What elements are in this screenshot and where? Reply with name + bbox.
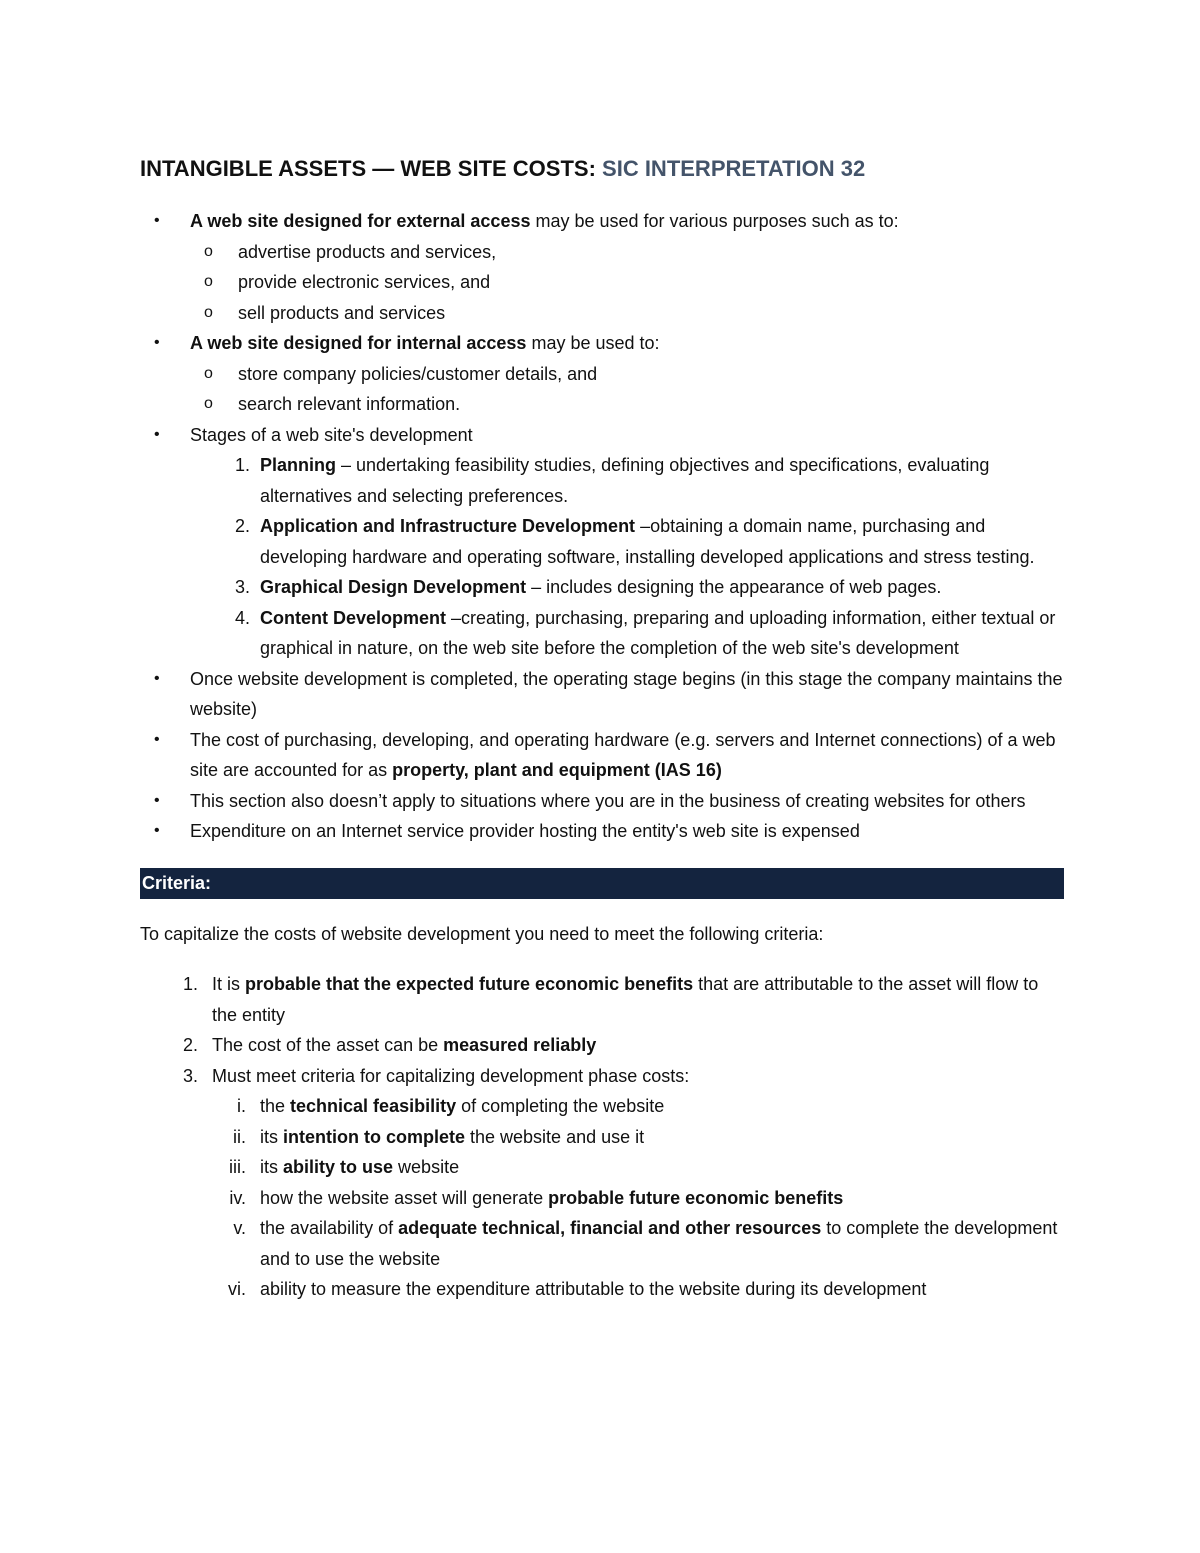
- sub-item-text: provide electronic services, and: [238, 272, 491, 292]
- bullet-text: The cost of purchasing, developing, and operating hardware (e.g. servers and Internet connections) of a web site are accounted for as: [190, 729, 1056, 780]
- criteria-number: 3.: [182, 1065, 198, 1086]
- bullet-marker: •: [154, 212, 160, 229]
- stage-item: [140, 511, 1064, 572]
- criteria-pre: It is: [212, 974, 246, 994]
- criteria-sub-item: [140, 1152, 1064, 1183]
- stage-title: Content Development: [260, 607, 447, 628]
- sub-bullet-marker: o: [204, 303, 213, 321]
- criteria-bold: probable that the expected future economic benefits: [245, 974, 694, 994]
- criteria-bold: measured reliably: [443, 1035, 597, 1055]
- stage-number: 4.: [234, 607, 250, 628]
- sub-item: [140, 237, 1064, 268]
- stage-title: Graphical Design Development: [260, 577, 527, 597]
- stage-title: Application and Infrastructure Development: [260, 516, 636, 536]
- bullet-text: may be used for various purposes such as to:: [530, 211, 899, 231]
- sub-item-text: search relevant information.: [238, 394, 461, 414]
- sub-pre: its: [260, 1126, 284, 1147]
- sub-bold: probable future economic benefits: [548, 1187, 844, 1208]
- roman-numeral: v.: [233, 1218, 246, 1238]
- bullet-text: Once website development is completed, the operating stage begins (in this stage the company maintains the website): [190, 668, 1063, 719]
- bullet-isp-expense: [140, 816, 1064, 847]
- criteria-sub-item: [140, 1213, 1064, 1274]
- roman-numeral: iv.: [229, 1187, 246, 1208]
- roman-numeral: ii.: [233, 1126, 246, 1147]
- bullet-marker: •: [154, 730, 160, 748]
- bullet-internal-access: [140, 328, 1064, 359]
- sub-item-text: advertise products and services,: [238, 241, 497, 262]
- criteria-item: [140, 1030, 1064, 1061]
- bullet-text: Stages of a web site's development: [190, 424, 473, 445]
- stage-number: 3.: [234, 577, 250, 597]
- bullet-text: Expenditure on an Internet service provider hosting the entity's web site is expensed: [190, 821, 860, 841]
- stage-number: 2.: [234, 516, 250, 536]
- roman-numeral: vi.: [228, 1279, 246, 1299]
- stage-text: – undertaking feasibility studies, defining objectives and specifications, evaluating alternatives and selecting preferences.: [260, 455, 990, 506]
- stage-text: –obtaining a domain name, purchasing and developing hardware and operating software, installing developed applications and stress testing.: [260, 516, 1035, 567]
- bullet-bold: A web site designed for internal access: [190, 333, 527, 353]
- criteria-heading: Criteria:: [140, 868, 1064, 899]
- bullet-text: This section also doesn’t apply to situations where you are in the business of creating websites for others: [190, 790, 1026, 811]
- stage-item: [140, 450, 1064, 511]
- bullet-stages: [140, 420, 1064, 451]
- sub-bullet-marker: o: [204, 273, 213, 290]
- criteria-pre: Must meet criteria for capitalizing development phase costs:: [212, 1065, 690, 1086]
- sub-item: [140, 298, 1064, 329]
- criteria-pre: The cost of the asset can be: [212, 1035, 444, 1055]
- sub-pre: ability to measure the expenditure attributable to the website during its development: [260, 1279, 927, 1299]
- title-sub: SIC INTERPRETATION 32: [595, 156, 866, 181]
- stage-title: Planning: [260, 455, 336, 475]
- criteria-sub-item: [140, 1183, 1064, 1214]
- sub-bold: ability to use: [283, 1157, 394, 1177]
- sub-pre: its: [260, 1157, 284, 1177]
- sub-post: the website and use it: [465, 1126, 645, 1147]
- sub-item: [140, 267, 1064, 298]
- sub-post: website: [393, 1157, 460, 1177]
- sub-pre: how the website asset will generate: [260, 1187, 549, 1208]
- stage-item: [140, 572, 1064, 603]
- bullet-marker: •: [154, 791, 160, 809]
- bullet-external-access: [140, 206, 1064, 237]
- roman-numeral: i.: [237, 1096, 246, 1116]
- criteria-number: 2.: [182, 1035, 198, 1055]
- bullet-marker: •: [154, 669, 160, 687]
- sub-pre: the: [260, 1096, 291, 1116]
- stage-item: [140, 603, 1064, 664]
- sub-post: of completing the website: [456, 1096, 665, 1116]
- stage-text: – includes designing the appearance of web pages.: [526, 577, 942, 597]
- criteria-item: [140, 1061, 1064, 1092]
- sub-bullet-marker: o: [204, 242, 213, 260]
- sub-bold: intention to complete: [283, 1126, 466, 1147]
- stage-number: 1.: [234, 455, 250, 475]
- bullet-hardware: [140, 725, 1064, 786]
- bullet-marker: •: [154, 425, 160, 443]
- stage-text: –creating, purchasing, preparing and uploading information, either textual or graphical in nature, on the web site before the completion of the web site's development: [260, 607, 1056, 658]
- sub-item-text: sell products and services: [238, 302, 446, 323]
- bullet-operating-stage: [140, 664, 1064, 725]
- bullet-not-apply: [140, 786, 1064, 817]
- roman-numeral: iii.: [229, 1157, 246, 1177]
- title-main: INTANGIBLE ASSETS — WEB SITE COSTS:: [140, 156, 596, 181]
- bullet-text: may be used to:: [526, 333, 660, 353]
- criteria-number: 1.: [182, 974, 198, 994]
- page-title: [140, 152, 1064, 186]
- bullet-marker: •: [154, 334, 160, 351]
- criteria-sub-item: [140, 1091, 1064, 1122]
- criteria-post: that are attributable to the asset will flow to the entity: [212, 974, 1039, 1025]
- criteria-sub-item: [140, 1274, 1064, 1305]
- bullet-marker: •: [154, 822, 160, 839]
- criteria-intro: To capitalize the costs of website development you need to meet the following criteria:: [140, 923, 824, 944]
- criteria-item: [140, 969, 1064, 1030]
- criteria-sub-item: [140, 1122, 1064, 1153]
- sub-bullet-marker: o: [204, 364, 213, 382]
- bullet-bold: property, plant and equipment (IAS 16): [392, 760, 722, 780]
- bullet-bold: A web site designed for external access: [190, 211, 531, 231]
- sub-item: [140, 359, 1064, 390]
- sub-bullet-marker: o: [204, 395, 213, 412]
- sub-item-text: store company policies/customer details, and: [238, 363, 598, 384]
- sub-bold: adequate technical, financial and other resources: [398, 1218, 822, 1238]
- sub-pre: the availability of: [260, 1218, 399, 1238]
- sub-item: [140, 389, 1064, 420]
- document-body: [140, 152, 1064, 1305]
- sub-bold: technical feasibility: [290, 1096, 457, 1116]
- sub-post: to complete the development and to use the website: [260, 1218, 1058, 1269]
